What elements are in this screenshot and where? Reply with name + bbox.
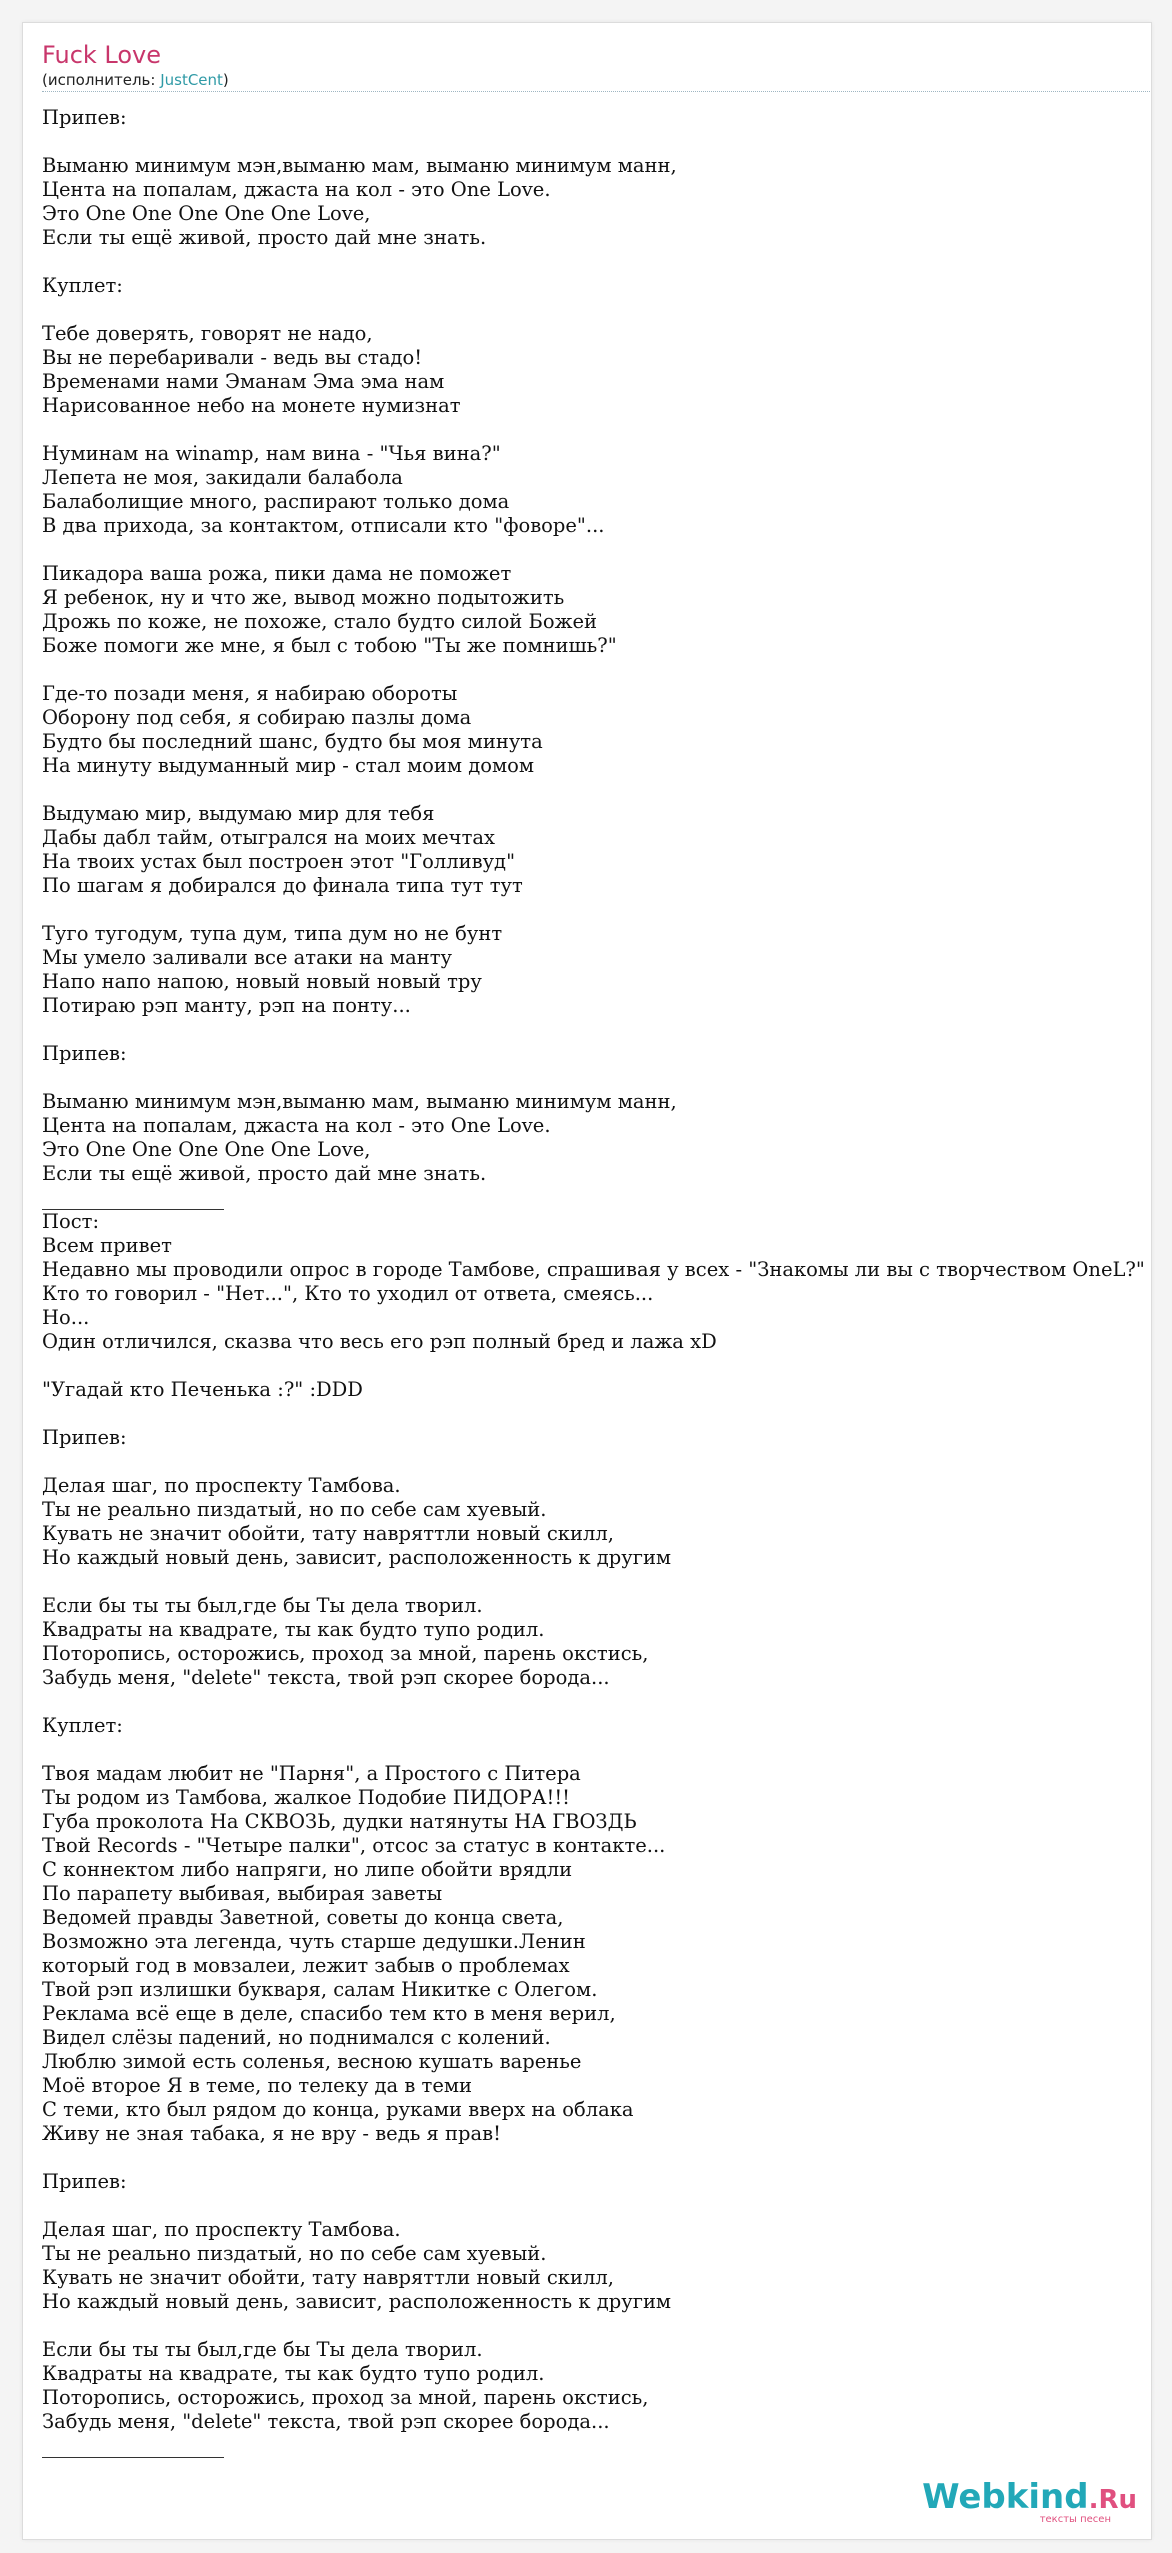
title-divider	[42, 91, 1152, 92]
lyrics-part-1: Припев: Выманю минимум мэн,выманю мам, выманю минимум манн, Цента на попалам, джаста на кол - это One Love. Это One One One One One Love, Если ты ещё живой, просто дай мне знать. Куплет: Тебе доверять, говорят не надо, Вы не перебаривали - ведь вы стадо! Временами нами Эманам Эма эма нам Нарисованное небо на монете нумизнат Нуминам на winamp, нам вина - "Чья вина?" Лепета не моя, закидали балабола Балаболищие много, распирают только дома В два прихода, за контактом, отписали кто "фоворе"... Пикадора ваша рожа, пики дама не поможет Я ребенок, ну и что же, вывод можно подытожить Дрожь по коже, не похоже, стало будто силой Божей Боже помоги же мне, я был с тобою "Ты же помнишь?" Где-то позади меня, я набираю обороты Оборону под себя, я собираю пазлы дома Будто бы последний шанс, будто бы моя минута На минуту выдуманный мир - стал моим домом Выдумаю мир, выдумаю мир для тебя Дабы дабл тайм, отыгрался на моих мечтах На твоих устах был построен этот "Голливуд" По шагам я добирался до финала типа тут тут Туго тугодум, тупа дум, типа дум но не бунт Мы умело заливали все атаки на манту Напо напо напою, новый новый новый тру Потираю рэп манту, рэп на понту... Припев: Выманю минимум мэн,выманю мам, выманю минимум манн, Цента на попалам, джаста на кол - это One Love. Это One One One One One Love, Если ты ещё живой, просто дай мне знать.	[42, 106, 677, 1185]
artist-suffix: )	[222, 71, 229, 89]
site-logo[interactable]	[922, 2477, 1137, 2525]
artist-prefix: (исполнитель:	[42, 71, 161, 89]
artist-line	[42, 71, 229, 89]
lyrics-part-2: Пост: Всем привет Недавно мы проводили опрос в городе Тамбове, спрашивая у всех - "Знакомы ли вы с творчеством OneL?" Кто то говорил - "Нет...", Кто то уходил от ответа, смеясь... Но... Один отличился, сказва что весь его рэп полный бред и лажа xD "Угадай кто Печенька :?" :DDD Припев: Делая шаг, по проспекту Тамбова. Ты не реально пиздатый, но по себе сам хуевый. Кувать не значит обойти, тату навряттли новый скилл, Но каждый новый день, зависит, расположенность к другим Если бы ты ты был,где бы Ты дела творил. Квадраты на квадрате, ты как будто тупо родил. Поторопись, осторожись, проход за мной, парень окстись, Забудь меня, "delete" текста, твой рэп скорее борода... Куплет: Твоя мадам любит не "Парня", а Простого с Питера Ты родом из Тамбова, жалкое Подобие ПИДОРА!!! Губа проколота На СКВОЗЬ, дудки натянуты НА ГВОЗДЬ Твой Records - "Четыре палки", отсос за статус в контакте... С коннектом либо напряги, но липе обойти врядли По парапету выбивая, выбирая заветы Ведомей правды Заветной, советы до конца света, Возможно эта легенда, чуть старше дедушки.Ленин который год в мовзалеи, лежит забыв о проблемах Твой рэп излишки букваря, салам Никитке с Олегом. Реклама всё еще в деле, спасибо тем кто в меня верил, Видел слёзы падений, но поднимался с колений. Люблю зимой есть соленья, весною кушать варенье Моё второе Я в теме, по телеку да в теми С теми, кто был рядом до конца, руками вверх на облака Живу не зная табака, я не вру - ведь я прав! Припев: Делая шаг, по проспекту Тамбова. Ты не реально пиздатый, но по себе сам хуевый. Кувать не значит обойти, тату навряттли новый скилл, Но каждый новый день, зависит, расположенность к другим Если бы ты ты был,где бы Ты дела творил. Квадраты на квадрате, ты как будто тупо родил. Поторопись, осторожись, проход за мной, парень окстись, Забудь меня, "delete" текста, твой рэп скорее борода...	[42, 1210, 1145, 2433]
logo-tagline: тексты песен	[1039, 2514, 1111, 2525]
artist-link[interactable]: JustCent	[160, 71, 223, 89]
lyrics-text	[42, 106, 1145, 2458]
logo-main-text: Webkind	[922, 2477, 1089, 2517]
lyrics-card	[22, 22, 1152, 2540]
logo-wordmark	[922, 2477, 1137, 2517]
song-title: Fuck Love	[42, 41, 162, 69]
logo-suffix: .Ru	[1088, 2485, 1137, 2515]
section-separator-end	[42, 2457, 224, 2458]
